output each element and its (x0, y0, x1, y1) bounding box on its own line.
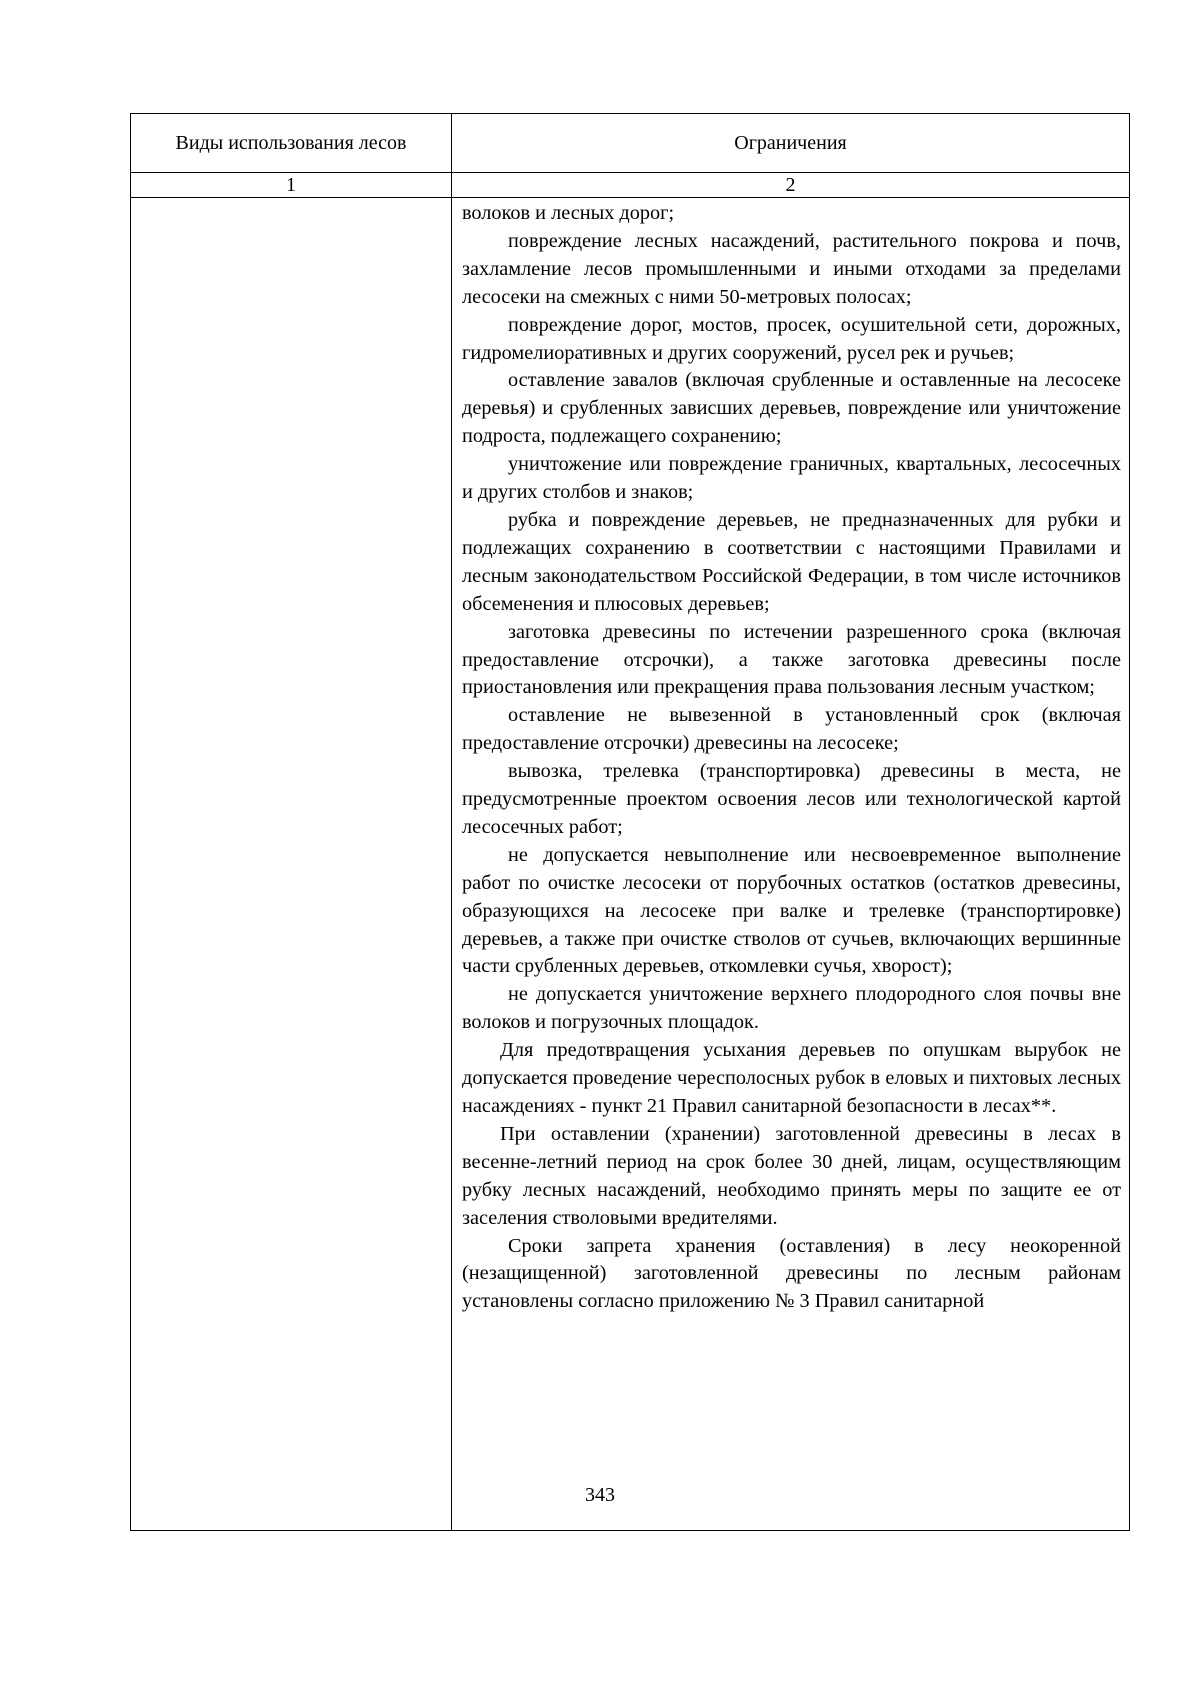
restrictions-table (130, 113, 1130, 1531)
restriction-paragraph: рубка и повреждение деревьев, не предназначенных для рубки и подлежащих сохранению в соответствии с настоящими Правилами и лесным законодательством Российской Федерации, в том числе источников обсеменения и плюсовых деревьев; (462, 508, 1121, 615)
restriction-paragraph: При оставлении (хранении) заготовленной древесины в лесах в весенне-летний период на срок более 30 дней, лицам, осуществляющим рубку лесных насаждений, необходимо принять меры по защите ее от заселения стволовыми вредителями. (462, 1122, 1121, 1229)
restriction-paragraph: оставление завалов (включая срубленные и оставленные на лесосеке деревья) и срубленных зависших деревьев, повреждение или уничтожение подроста, подлежащего сохранению; (462, 369, 1121, 448)
restrictions-text (452, 198, 1129, 1316)
restriction-paragraph: заготовка древесины по истечении разрешенного срока (включая предоставление отсрочки), а также заготовка древесины после приостановления или прекращения права пользования лесным участком; (462, 620, 1121, 699)
header-restrictions: Ограничения (452, 114, 1130, 173)
restriction-paragraph: оставление не вывезенной в установленный срок (включая предоставление отсрочки) древесины на лесосеке; (462, 704, 1121, 755)
column-number-row (131, 173, 1130, 198)
restriction-paragraph: вывозка, трелевка (транспортировка) древесины в места, не предусмотренные проектом освоения лесов или технологической картой лесосечных работ; (462, 760, 1121, 838)
page-number: 343 (585, 1484, 615, 1506)
restriction-paragraph: волоков и лесных дорог; (462, 202, 675, 224)
forest-use-type-cell (131, 198, 452, 1531)
restriction-paragraph: повреждение дорог, мостов, просек, осушительной сети, дорожных, гидромелиоративных и других сооружений, русел рек и ручьев; (462, 313, 1121, 364)
column-number-1: 1 (131, 173, 452, 198)
restriction-paragraph: Для предотвращения усыхания деревьев по опушкам вырубок не допускается проведение чересполосных рубок в еловых и пихтовых лесных насаждениях - пункт 21 Правил санитарной безопасности в лесах**. (462, 1039, 1121, 1117)
restriction-paragraph: повреждение лесных насаждений, растительного покрова и почв, захламление лесов промышленными и иными отходами за пределами лесосеки на смежных с ними 50-метровых полосах; (462, 229, 1121, 308)
restriction-paragraph: не допускается невыполнение или несвоевременное выполнение работ по очистке лесосеки от порубочных остатков (остатков древесины, образующихся на лесосеке при валке и трелевке (транспортировке) деревьев, а также при очистке стволов от сучьев, включающих вершинные части срубленных деревьев, откомлевки сучья, хворост); (462, 843, 1121, 978)
table-header-row (131, 114, 1130, 173)
restriction-paragraph: не допускается уничтожение верхнего плодородного слоя почвы вне волоков и погрузочных площадок. (462, 983, 1121, 1034)
restrictions-cell (452, 198, 1130, 1531)
restriction-paragraph: уничтожение или повреждение граничных, квартальных, лесосечных и других столбов и знаков; (462, 453, 1121, 504)
restriction-paragraph: Сроки запрета хранения (оставления) в лесу неокоренной (незащищенной) заготовленной древесины по лесным районам установлены согласно приложению № 3 Правил санитарной (462, 1234, 1121, 1313)
column-number-2: 2 (452, 173, 1130, 198)
header-forest-use-types: Виды использования лесов (131, 114, 452, 173)
table-body-row (131, 198, 1130, 1531)
